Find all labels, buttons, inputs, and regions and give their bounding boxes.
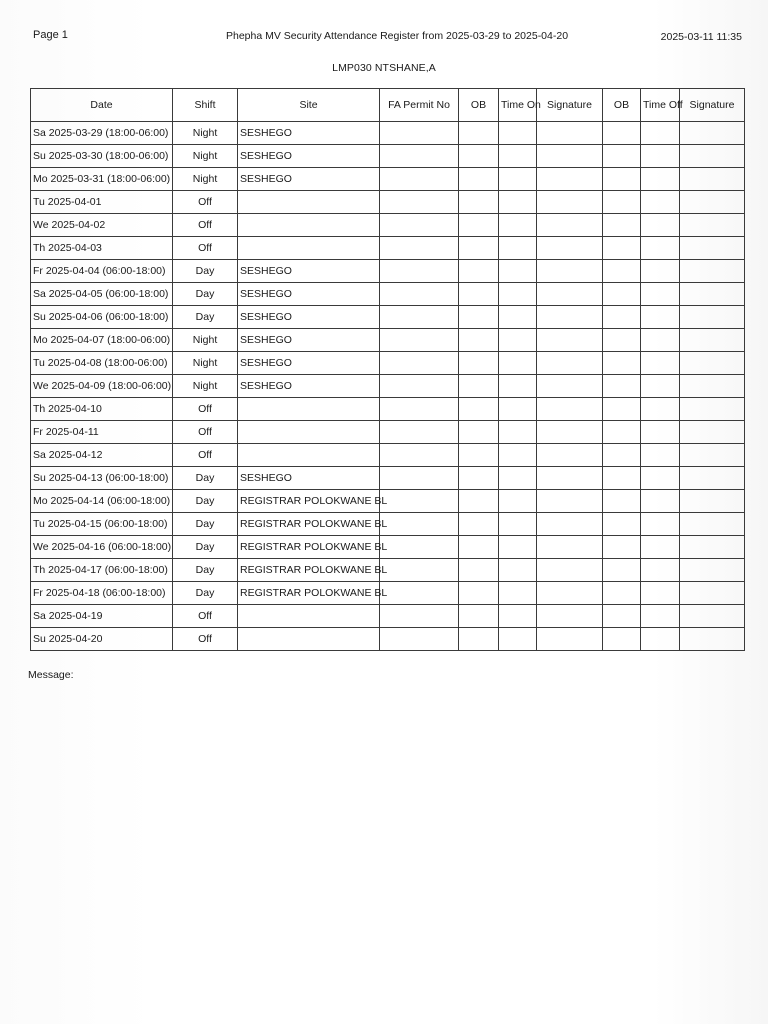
cell-ob-on [459, 237, 499, 260]
cell-shift: Off [173, 421, 238, 444]
table-row [31, 214, 745, 237]
table-row [31, 283, 745, 306]
cell-date: Sa 2025-04-12 [31, 444, 173, 467]
cell-shift: Day [173, 490, 238, 513]
cell-site: REGISTRAR POLOKWANE BL [238, 582, 380, 605]
table-row [31, 490, 745, 513]
cell-site: SESHEGO [238, 122, 380, 145]
cell-site: REGISTRAR POLOKWANE BL [238, 559, 380, 582]
cell-signature-on [537, 421, 603, 444]
table-body [31, 122, 745, 651]
cell-ob-on [459, 444, 499, 467]
cell-signature-off [680, 513, 745, 536]
cell-signature-off [680, 421, 745, 444]
cell-fa-permit [380, 352, 459, 375]
cell-shift: Day [173, 536, 238, 559]
cell-time-on [499, 329, 537, 352]
cell-signature-on [537, 260, 603, 283]
cell-signature-off [680, 605, 745, 628]
cell-ob-off [603, 145, 641, 168]
column-header-ob-on: OB [459, 89, 499, 122]
cell-shift: Night [173, 329, 238, 352]
cell-shift: Day [173, 283, 238, 306]
cell-shift: Off [173, 398, 238, 421]
table-row [31, 398, 745, 421]
cell-site: SESHEGO [238, 467, 380, 490]
cell-ob-off [603, 513, 641, 536]
cell-time-on [499, 306, 537, 329]
cell-time-on [499, 605, 537, 628]
cell-site: SESHEGO [238, 329, 380, 352]
cell-signature-off [680, 398, 745, 421]
cell-ob-on [459, 467, 499, 490]
cell-fa-permit [380, 191, 459, 214]
cell-fa-permit [380, 329, 459, 352]
page-header [0, 29, 768, 47]
cell-fa-permit [380, 168, 459, 191]
employee-name: LMP030 NTSHANE,A [332, 62, 436, 74]
cell-site [238, 398, 380, 421]
table-row [31, 628, 745, 651]
table-row [31, 467, 745, 490]
cell-ob-off [603, 467, 641, 490]
cell-fa-permit [380, 559, 459, 582]
cell-site: REGISTRAR POLOKWANE BL [238, 513, 380, 536]
cell-site [238, 214, 380, 237]
cell-time-off [641, 306, 680, 329]
cell-shift: Day [173, 559, 238, 582]
cell-time-on [499, 191, 537, 214]
table-row [31, 329, 745, 352]
table-row [31, 421, 745, 444]
cell-ob-on [459, 582, 499, 605]
table-row [31, 122, 745, 145]
cell-time-off [641, 214, 680, 237]
cell-date: Su 2025-03-30 (18:00-06:00) [31, 145, 173, 168]
cell-signature-off [680, 237, 745, 260]
cell-signature-off [680, 352, 745, 375]
cell-site: SESHEGO [238, 260, 380, 283]
cell-ob-on [459, 214, 499, 237]
cell-site: SESHEGO [238, 168, 380, 191]
cell-shift: Night [173, 352, 238, 375]
cell-time-off [641, 421, 680, 444]
cell-ob-on [459, 122, 499, 145]
cell-time-on [499, 582, 537, 605]
cell-site: SESHEGO [238, 283, 380, 306]
cell-time-off [641, 444, 680, 467]
cell-signature-off [680, 306, 745, 329]
cell-site [238, 605, 380, 628]
table-row [31, 145, 745, 168]
cell-shift: Night [173, 375, 238, 398]
cell-signature-on [537, 191, 603, 214]
cell-fa-permit [380, 375, 459, 398]
cell-shift: Day [173, 582, 238, 605]
cell-ob-on [459, 536, 499, 559]
cell-time-on [499, 352, 537, 375]
cell-date: Tu 2025-04-15 (06:00-18:00) [31, 513, 173, 536]
cell-date: We 2025-04-09 (18:00-06:00) [31, 375, 173, 398]
table-row [31, 536, 745, 559]
cell-ob-on [459, 329, 499, 352]
cell-shift: Night [173, 145, 238, 168]
column-header-shift: Shift [173, 89, 238, 122]
cell-ob-off [603, 352, 641, 375]
cell-ob-on [459, 513, 499, 536]
cell-time-on [499, 559, 537, 582]
cell-ob-off [603, 260, 641, 283]
table-row [31, 375, 745, 398]
cell-time-off [641, 329, 680, 352]
cell-signature-off [680, 283, 745, 306]
cell-time-on [499, 168, 537, 191]
column-header-signature-on: Signature [537, 89, 603, 122]
cell-signature-on [537, 559, 603, 582]
cell-shift: Day [173, 467, 238, 490]
cell-time-off [641, 375, 680, 398]
cell-time-off [641, 513, 680, 536]
column-header-signature-off: Signature [680, 89, 745, 122]
cell-date: Sa 2025-04-19 [31, 605, 173, 628]
cell-site [238, 421, 380, 444]
cell-time-on [499, 513, 537, 536]
column-header-time-on: Time On [499, 89, 537, 122]
table-row [31, 444, 745, 467]
cell-ob-on [459, 490, 499, 513]
cell-fa-permit [380, 513, 459, 536]
cell-date: Su 2025-04-13 (06:00-18:00) [31, 467, 173, 490]
cell-site: SESHEGO [238, 352, 380, 375]
cell-shift: Night [173, 168, 238, 191]
cell-fa-permit [380, 306, 459, 329]
cell-time-off [641, 490, 680, 513]
cell-signature-off [680, 444, 745, 467]
table-row [31, 605, 745, 628]
cell-time-off [641, 628, 680, 651]
cell-ob-on [459, 352, 499, 375]
cell-ob-on [459, 168, 499, 191]
cell-signature-off [680, 628, 745, 651]
cell-signature-on [537, 306, 603, 329]
cell-ob-off [603, 628, 641, 651]
cell-time-on [499, 628, 537, 651]
cell-time-on [499, 467, 537, 490]
cell-time-on [499, 421, 537, 444]
cell-fa-permit [380, 398, 459, 421]
cell-shift: Off [173, 214, 238, 237]
cell-time-on [499, 260, 537, 283]
cell-fa-permit [380, 628, 459, 651]
cell-time-on [499, 214, 537, 237]
table-row [31, 306, 745, 329]
cell-ob-off [603, 444, 641, 467]
cell-time-on [499, 237, 537, 260]
cell-date: We 2025-04-16 (06:00-18:00) [31, 536, 173, 559]
cell-shift: Off [173, 605, 238, 628]
cell-time-off [641, 260, 680, 283]
cell-ob-off [603, 122, 641, 145]
cell-date: Tu 2025-04-01 [31, 191, 173, 214]
cell-ob-off [603, 237, 641, 260]
cell-ob-on [459, 306, 499, 329]
cell-time-on [499, 490, 537, 513]
cell-signature-on [537, 168, 603, 191]
cell-date: Sa 2025-04-05 (06:00-18:00) [31, 283, 173, 306]
cell-time-on [499, 375, 537, 398]
report-title: Phepha MV Security Attendance Register from 2025-03-29 to 2025-04-20 [226, 30, 569, 42]
cell-time-off [641, 237, 680, 260]
cell-signature-on [537, 582, 603, 605]
cell-ob-on [459, 375, 499, 398]
cell-date: Mo 2025-03-31 (18:00-06:00) [31, 168, 173, 191]
cell-ob-on [459, 398, 499, 421]
cell-ob-off [603, 490, 641, 513]
cell-site: REGISTRAR POLOKWANE BL [238, 536, 380, 559]
cell-ob-off [603, 329, 641, 352]
cell-date: Th 2025-04-10 [31, 398, 173, 421]
cell-signature-off [680, 260, 745, 283]
cell-ob-off [603, 421, 641, 444]
cell-signature-off [680, 582, 745, 605]
cell-date: Fr 2025-04-18 (06:00-18:00) [31, 582, 173, 605]
cell-time-off [641, 536, 680, 559]
column-header-date: Date [31, 89, 173, 122]
cell-signature-on [537, 352, 603, 375]
cell-date: Fr 2025-04-11 [31, 421, 173, 444]
cell-signature-off [680, 490, 745, 513]
cell-signature-on [537, 398, 603, 421]
cell-date: Mo 2025-04-14 (06:00-18:00) [31, 490, 173, 513]
cell-signature-on [537, 283, 603, 306]
cell-ob-off [603, 306, 641, 329]
cell-time-off [641, 122, 680, 145]
cell-signature-off [680, 122, 745, 145]
cell-fa-permit [380, 145, 459, 168]
cell-ob-off [603, 214, 641, 237]
cell-signature-on [537, 467, 603, 490]
cell-fa-permit [380, 237, 459, 260]
cell-signature-on [537, 237, 603, 260]
cell-ob-on [459, 283, 499, 306]
cell-date: Sa 2025-03-29 (18:00-06:00) [31, 122, 173, 145]
cell-site [238, 237, 380, 260]
column-header-time-off: Time Off [641, 89, 680, 122]
table-row [31, 352, 745, 375]
cell-fa-permit [380, 421, 459, 444]
cell-ob-off [603, 582, 641, 605]
cell-time-off [641, 605, 680, 628]
cell-fa-permit [380, 490, 459, 513]
cell-shift: Day [173, 306, 238, 329]
cell-signature-off [680, 536, 745, 559]
cell-ob-on [459, 628, 499, 651]
cell-signature-on [537, 605, 603, 628]
table-row [31, 260, 745, 283]
cell-signature-on [537, 122, 603, 145]
cell-signature-on [537, 375, 603, 398]
cell-time-off [641, 559, 680, 582]
cell-time-on [499, 122, 537, 145]
cell-ob-on [459, 260, 499, 283]
cell-time-off [641, 467, 680, 490]
cell-ob-off [603, 559, 641, 582]
cell-signature-on [537, 513, 603, 536]
cell-signature-on [537, 145, 603, 168]
attendance-table [30, 88, 745, 651]
cell-ob-off [603, 536, 641, 559]
cell-signature-on [537, 490, 603, 513]
table-row [31, 559, 745, 582]
column-header-site: Site [238, 89, 380, 122]
cell-time-off [641, 145, 680, 168]
cell-fa-permit [380, 283, 459, 306]
cell-time-off [641, 283, 680, 306]
column-header-fa-permit: FA Permit No [380, 89, 459, 122]
cell-date: Su 2025-04-20 [31, 628, 173, 651]
cell-shift: Off [173, 444, 238, 467]
cell-shift: Day [173, 260, 238, 283]
cell-time-off [641, 168, 680, 191]
printed-timestamp: 2025-03-11 11:35 [660, 31, 742, 43]
cell-signature-on [537, 214, 603, 237]
column-header-ob-off: OB [603, 89, 641, 122]
cell-shift: Off [173, 191, 238, 214]
cell-fa-permit [380, 582, 459, 605]
cell-date: Su 2025-04-06 (06:00-18:00) [31, 306, 173, 329]
cell-fa-permit [380, 536, 459, 559]
cell-ob-on [459, 145, 499, 168]
cell-signature-off [680, 214, 745, 237]
cell-signature-off [680, 191, 745, 214]
cell-shift: Off [173, 237, 238, 260]
cell-time-on [499, 398, 537, 421]
table-row [31, 513, 745, 536]
cell-ob-off [603, 605, 641, 628]
cell-date: Fr 2025-04-04 (06:00-18:00) [31, 260, 173, 283]
cell-ob-off [603, 375, 641, 398]
cell-signature-off [680, 559, 745, 582]
cell-ob-off [603, 168, 641, 191]
cell-site [238, 444, 380, 467]
cell-ob-off [603, 283, 641, 306]
cell-fa-permit [380, 122, 459, 145]
cell-shift: Off [173, 628, 238, 651]
cell-fa-permit [380, 605, 459, 628]
cell-date: Mo 2025-04-07 (18:00-06:00) [31, 329, 173, 352]
table-row [31, 191, 745, 214]
table-row [31, 582, 745, 605]
table-row [31, 237, 745, 260]
cell-site: REGISTRAR POLOKWANE BL [238, 490, 380, 513]
cell-time-on [499, 145, 537, 168]
cell-ob-on [459, 191, 499, 214]
cell-shift: Night [173, 122, 238, 145]
cell-fa-permit [380, 260, 459, 283]
cell-signature-off [680, 375, 745, 398]
cell-time-on [499, 444, 537, 467]
cell-time-off [641, 582, 680, 605]
page-number: Page 1 [33, 29, 68, 41]
table-row [31, 168, 745, 191]
cell-fa-permit [380, 214, 459, 237]
table-header-row [31, 89, 745, 122]
cell-time-on [499, 536, 537, 559]
cell-site: SESHEGO [238, 375, 380, 398]
cell-ob-on [459, 421, 499, 444]
cell-fa-permit [380, 467, 459, 490]
cell-time-on [499, 283, 537, 306]
cell-site [238, 628, 380, 651]
cell-date: Th 2025-04-03 [31, 237, 173, 260]
cell-signature-on [537, 329, 603, 352]
cell-time-off [641, 352, 680, 375]
cell-time-off [641, 398, 680, 421]
message-label: Message: [28, 669, 74, 681]
cell-ob-on [459, 605, 499, 628]
cell-ob-off [603, 191, 641, 214]
cell-ob-on [459, 559, 499, 582]
cell-date: We 2025-04-02 [31, 214, 173, 237]
cell-site: SESHEGO [238, 145, 380, 168]
cell-signature-off [680, 329, 745, 352]
cell-date: Th 2025-04-17 (06:00-18:00) [31, 559, 173, 582]
cell-site [238, 191, 380, 214]
cell-shift: Day [173, 513, 238, 536]
cell-signature-on [537, 536, 603, 559]
cell-signature-off [680, 145, 745, 168]
cell-site: SESHEGO [238, 306, 380, 329]
cell-fa-permit [380, 444, 459, 467]
cell-signature-off [680, 168, 745, 191]
cell-time-off [641, 191, 680, 214]
cell-signature-on [537, 628, 603, 651]
cell-ob-off [603, 398, 641, 421]
cell-signature-off [680, 467, 745, 490]
cell-signature-on [537, 444, 603, 467]
cell-date: Tu 2025-04-08 (18:00-06:00) [31, 352, 173, 375]
